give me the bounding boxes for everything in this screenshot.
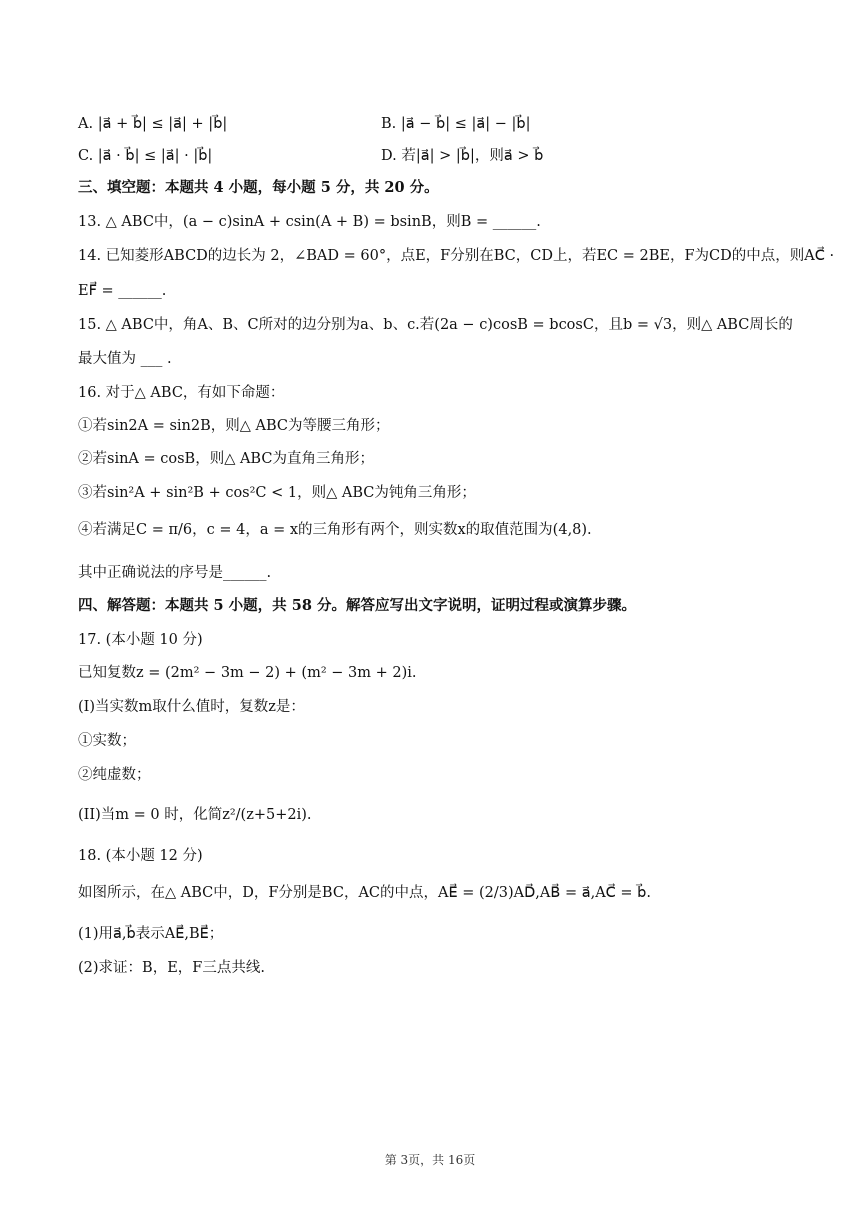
question-16-item-2: ②若sinA = cosB，则△ ABC为直角三角形； [78,451,374,467]
question-17-part-1: (I)当实数m取什么值时，复数z是： [78,699,305,715]
question-18-part-1: (1)用a⃗,b⃗表示AE⃗,BE⃗； [78,926,224,942]
question-16-item-4: ④若满足C = π/6，c = 4，a = x的三角形有两个，则实数x的取值范围为(4,8). [78,522,592,538]
question-17-sub-2: ②纯虚数； [78,767,151,783]
question-16-item-1: ①若sin2A = sin2B，则△ ABC为等腰三角形； [78,418,390,434]
question-18-header: 18. (本小题 12 分) [78,848,203,864]
question-17-sub-1: ①实数； [78,733,136,749]
question-16-stem: 16. 对于△ ABC，有如下命题： [78,385,285,401]
question-18-part-2: (2)求证：B，E，F三点共线. [78,960,265,976]
question-17-header: 17. (本小题 10 分) [78,632,203,648]
page-footer: 第 3页，共 16页 [384,1153,476,1167]
question-15-line-2: 最大值为 ___ . [78,351,172,367]
question-16-ending: 其中正确说法的序号是______. [78,565,272,581]
question-15-line-1: 15. △ ABC中，角A、B、C所对的边分别为a、b、c.若(2a − c)cosB = bcosC，且b = √3，则△ ABC周长的 [78,317,793,333]
option-c: C. |a⃗ · b⃗| ≤ |a⃗| · |b⃗| [78,148,213,164]
question-13: 13. △ ABC中，(a − c)sinA + csin(A + B) = bsinB，则B = ______. [78,214,541,230]
question-17-part-2: (II)当m = 0 时，化简z²/(z+5+2i). [78,807,312,823]
option-a: A. |a⃗ + b⃗| ≤ |a⃗| + |b⃗| [78,116,228,132]
section-3-heading: 三、填空题：本题共 4 小题，每小题 5 分，共 20 分。 [78,179,439,196]
section-4-heading: 四、解答题：本题共 5 小题，共 58 分。解答应写出文字说明，证明过程或演算步骤。 [78,597,636,614]
question-17-stem: 已知复数z = (2m² − 3m − 2) + (m² − 3m + 2)i. [78,665,417,681]
question-16-item-3: ③若sin²A + sin²B + cos²C < 1，则△ ABC为钝角三角形； [78,485,476,501]
option-d: D. 若|a⃗| > |b⃗|，则a⃗ > b⃗ [381,148,544,164]
question-14-line-1: 14. 已知菱形ABCD的边长为 2，∠BAD = 60°，点E，F分别在BC，CD上，若EC = 2BE，F为CD的中点，则AC⃗ · [78,248,835,264]
question-14-line-2: EF⃗ = ______. [78,283,167,299]
option-b: B. |a⃗ − b⃗| ≤ |a⃗| − |b⃗| [381,116,531,132]
question-18-stem: 如图所示，在△ ABC中，D，F分别是BC，AC的中点，AE⃗ = (2/3)AD⃗,AB⃗ = a⃗,AC⃗ = b⃗. [78,885,651,901]
